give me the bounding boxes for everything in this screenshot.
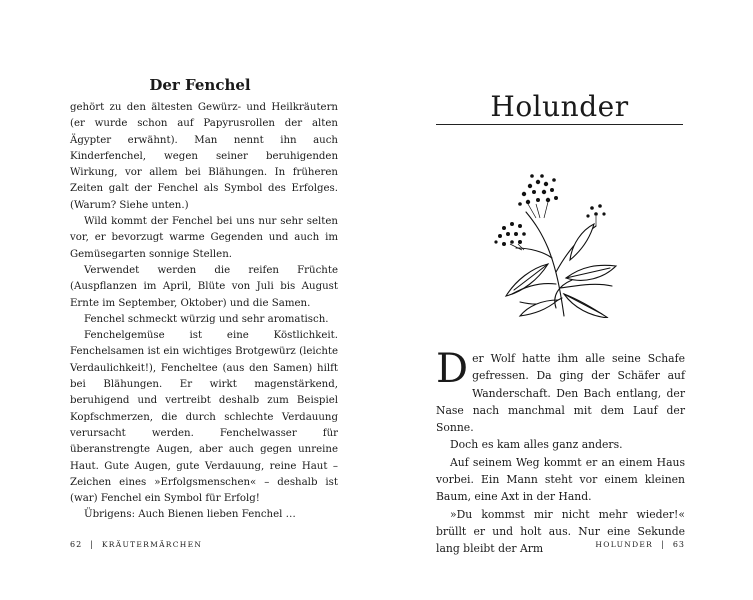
footer-separator: |: [661, 540, 665, 549]
drop-cap: D: [436, 346, 469, 392]
title-rule: [436, 124, 683, 125]
left-footer: [70, 540, 202, 549]
paragraph: Übrigens: Auch Bienen lieben Fenchel …: [84, 509, 296, 521]
paragraph: Fenchelgemüse ist eine Köstlichkeit. Fenchelsamen ist ein wichtiges Brotgewürz (leichte Verdaulichkeit!), Fencheltee (aus den Samen) hilft bei Blähungen. Er wirkt magenstärkend, beruhigend und vertreibt deshalb zum Beispiel Kopfschmerzen, die durch schlechte Verdauung verursacht werden. Fenchelwasser für überanstrengte Augen, aber auch gegen unreine Haut. Gute Augen, gute Verdauung, reine Haut – Zeichen eines »Erfolgsmenschen« – deshalb ist (war) Fenchel ein Symbol für Erfolg!: [70, 330, 338, 505]
left-page: [0, 0, 376, 600]
elder-branch-illustration-icon: [486, 168, 626, 318]
right-footer: [595, 540, 685, 549]
running-title: KRÄUTERMÄRCHEN: [101, 540, 203, 549]
paragraph: Auf seinem Weg kommt er an einem Haus vorbei. Ein Mann steht vor einem kleinen Baum, eine Axt in der Hand.: [436, 455, 685, 504]
paragraph: [436, 346, 685, 436]
paragraph: Wild kommt der Fenchel bei uns nur sehr selten vor, er bevorzugt warme Gegenden und auch im Gemüsegarten sonnige Stellen.: [70, 216, 338, 260]
chapter-title: Holunder: [490, 90, 629, 123]
section-heading: Der Fenchel: [149, 76, 251, 94]
paragraph-text: er Wolf hatte ihm alle seine Schafe gefressen. Da ging der Schäfer auf Wanderschaft. Den Bach entlang, der Nase nach manchmal mit dem Lauf der Sonne.: [436, 352, 685, 435]
footer-separator: |: [90, 540, 94, 549]
left-body-text: [70, 100, 338, 524]
paragraph: Doch es kam alles ganz anders.: [450, 438, 623, 452]
paragraph: »Du kommst mir nicht mehr wieder!« brüllt er und holt aus. Nur eine Sekunde lang bleibt der Arm: [436, 507, 685, 556]
paragraph: Fenchel schmeckt würzig und sehr aromatisch.: [84, 313, 329, 325]
page-number: 62: [70, 540, 83, 549]
running-title: HOLUNDER: [595, 540, 654, 549]
paragraph: gehört zu den ältesten Gewürz- und Heilkräutern (er wurde schon auf Papyrusrollen der alten Ägypter erwähnt). Man nennt ihn auch Kinderfenchel, wegen seiner beruhigenden Wirkung, vor allem bei Blähungen. In früheren Zeiten galt der Fenchel als Symbol des Erfolges. (Warum? Siehe unten.): [70, 102, 338, 211]
right-page: [376, 0, 753, 600]
paragraph: Verwendet werden die reifen Früchte (Auspflanzen im April, Blüte von Juli bis August Ernte im September, Oktober) und die Samen.: [70, 264, 338, 309]
right-body-text: [436, 346, 685, 558]
page-number: 63: [672, 540, 685, 549]
